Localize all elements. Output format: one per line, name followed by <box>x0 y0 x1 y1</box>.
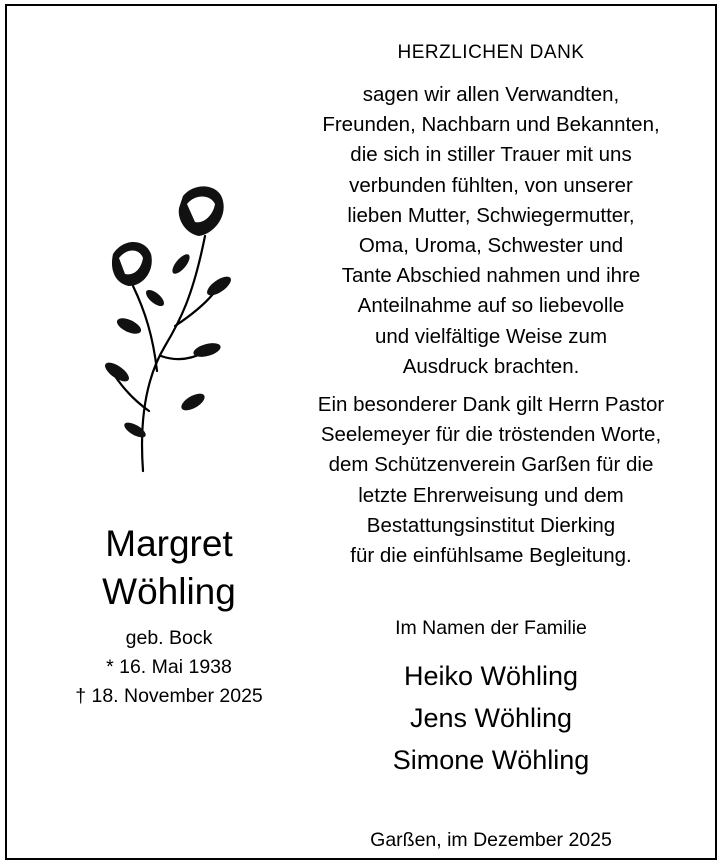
birth-name: geb. Bock <box>125 627 213 649</box>
deceased-name <box>47 520 291 616</box>
heading: HERZLICHEN DANK <box>397 42 585 63</box>
text-line: dem Schützenverein Garßen für die <box>328 453 654 477</box>
birth-date: * 16. Mai 1938 <box>106 656 232 678</box>
thanks-text <box>289 36 693 855</box>
text-line: Oma, Uroma, Schwester und <box>358 234 624 258</box>
text-line: die sich in stiller Trauer mit uns <box>350 143 632 167</box>
first-name: Margret <box>105 523 233 564</box>
notice-card <box>5 4 717 860</box>
thanks-paragraph <box>289 80 693 382</box>
text-line: Freunden, Nachbarn und Bekannten, <box>322 113 660 137</box>
deceased-info <box>47 520 291 711</box>
death-date: † 18. November 2025 <box>75 685 263 707</box>
text-line: Anteilnahme auf so liebevolle <box>357 294 625 318</box>
family-name: Simone Wöhling <box>392 745 590 776</box>
last-name: Wöhling <box>102 571 236 612</box>
text-line: Ausdruck brachten. <box>402 354 580 378</box>
family-name: Heiko Wöhling <box>403 661 579 692</box>
family-name: Jens Wöhling <box>409 703 573 734</box>
text-line: verbunden fühlten, von unserer <box>349 173 633 197</box>
special-thanks-paragraph <box>289 390 693 571</box>
family-names <box>289 655 693 781</box>
text-line: Seelemeyer für die tröstenden Worte, <box>320 423 662 447</box>
place-date: Garßen, im Dezember 2025 <box>370 829 612 852</box>
text-line: Bestattungsinstitut Dierking <box>366 513 616 537</box>
text-line: und vielfältige Weise zum <box>374 324 608 348</box>
family-intro: Im Namen der Familie <box>395 617 587 640</box>
text-line: letzte Ehrerweisung und dem <box>358 483 624 507</box>
rose-icon <box>95 176 245 476</box>
life-dates <box>47 624 291 711</box>
text-line: lieben Mutter, Schwiegermutter, <box>347 203 635 227</box>
text-line: sagen wir allen Verwandten, <box>362 83 620 106</box>
text-line: Tante Abschied nahmen und ihre <box>341 264 641 288</box>
text-line: für die einfühlsame Begleitung. <box>350 544 632 568</box>
text-line: Ein besonderer Dank gilt Herrn Pastor <box>317 393 665 417</box>
